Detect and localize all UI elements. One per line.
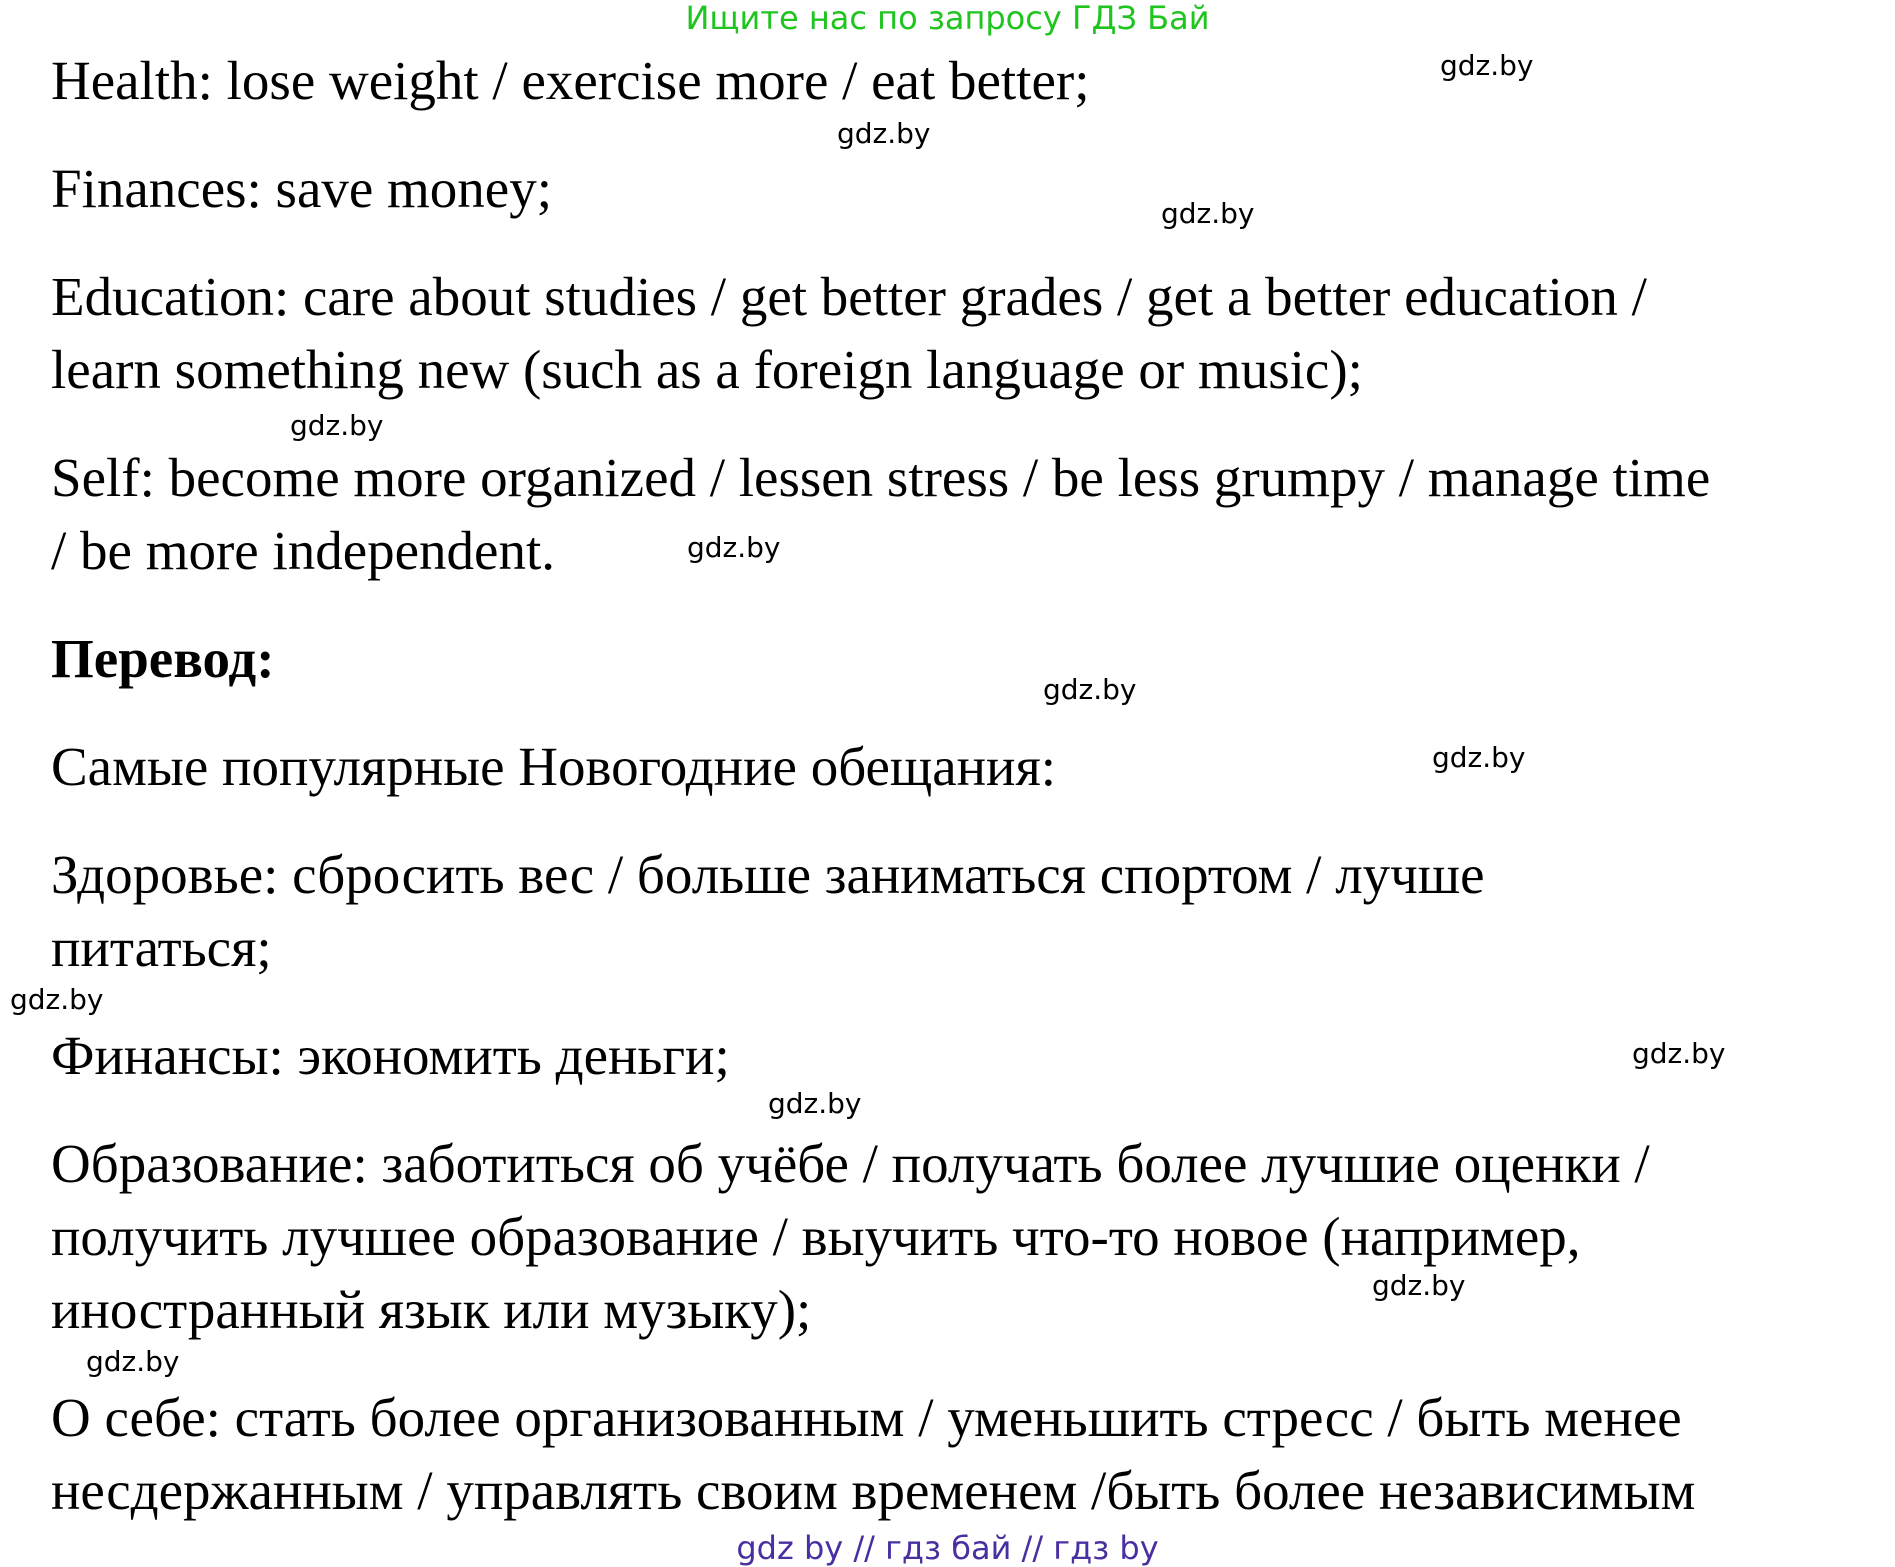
english-finances-line: Finances: save money; (51, 158, 552, 219)
english-health-line: Health: lose weight / exercise more / eat better; (51, 50, 1090, 111)
watermark: gdz.by (290, 409, 384, 442)
watermark: gdz.by (837, 117, 931, 150)
translation-self-line-2: несдержанным / управлять своим временем /быть более независимым (51, 1460, 1696, 1521)
translation-health-line-2: питаться; (51, 917, 272, 978)
translation-education-line-2: получить лучшее образование / выучить что-то новое (например, (51, 1206, 1581, 1267)
translation-health-line-1: Здоровье: сбросить вес / больше заниматься спортом / лучше (51, 844, 1485, 905)
english-education-line-1: Education: care about studies / get better grades / get a better education / (51, 266, 1647, 327)
watermark: gdz.by (1161, 197, 1255, 230)
footer-links: gdz by // гдз бай // гдз by (736, 1529, 1159, 1567)
header-banner: Ищите нас по запросу ГДЗ Бай (685, 0, 1210, 37)
watermark: gdz.by (768, 1087, 862, 1120)
watermark: gdz.by (1432, 741, 1526, 774)
translation-education-line-3: иностранный язык или музыку); (51, 1279, 812, 1340)
watermark: gdz.by (1043, 673, 1137, 706)
translation-self-line-1: О себе: стать более организованным / уменьшить стресс / быть менее (51, 1387, 1682, 1448)
watermark: gdz.by (10, 983, 104, 1016)
watermark: gdz.by (1440, 49, 1534, 82)
translation-heading: Перевод: (51, 628, 275, 689)
translation-finances-line: Финансы: экономить деньги; (51, 1025, 730, 1086)
english-education-line-2: learn something new (such as a foreign language or music); (51, 339, 1363, 400)
watermark: gdz.by (86, 1345, 180, 1378)
watermark: gdz.by (1632, 1037, 1726, 1070)
watermark: gdz.by (1372, 1269, 1466, 1302)
watermark: gdz.by (687, 531, 781, 564)
english-self-line-1: Self: become more organized / lessen stress / be less grumpy / manage time (51, 447, 1711, 508)
translation-title: Самые популярные Новогодние обещания: (51, 736, 1057, 797)
english-self-line-2: / be more independent. (51, 520, 555, 581)
translation-education-line-1: Образование: заботиться об учёбе / получать более лучшие оценки / (51, 1133, 1650, 1194)
